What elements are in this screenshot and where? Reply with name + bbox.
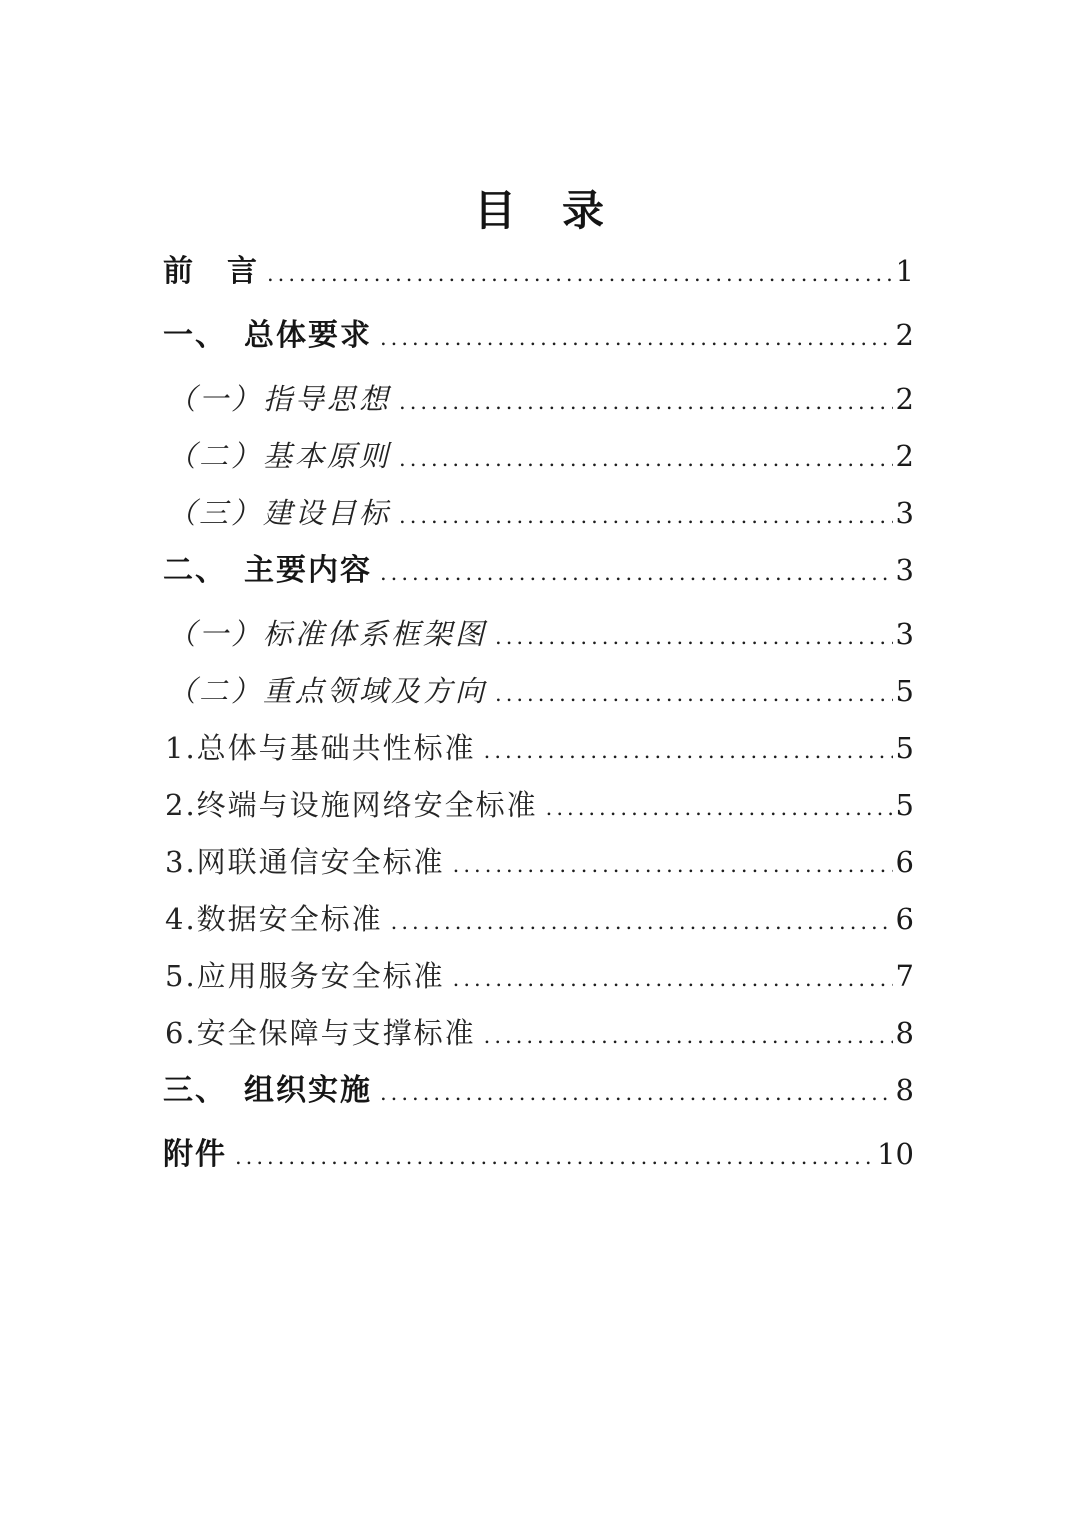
dot-leader (399, 385, 893, 419)
toc-entry-page: 8 (895, 1016, 914, 1050)
toc-entry-label: 5.应用服务安全标准 (165, 959, 445, 993)
toc-entry-page: 3 (895, 553, 914, 587)
toc-entry[interactable] (163, 382, 914, 416)
toc-entry[interactable] (163, 496, 914, 530)
dot-leader (453, 962, 893, 996)
toc-entry-label: 附件 (163, 1138, 227, 1171)
dot-leader (453, 848, 893, 882)
toc-entry-page: 3 (895, 617, 914, 651)
toc-entry-page: 1 (895, 254, 914, 288)
dot-leader (484, 1019, 893, 1053)
toc-entry-label: 2.终端与设施网络安全标准 (165, 788, 538, 822)
toc-entry[interactable] (163, 439, 914, 473)
toc-entry[interactable] (163, 902, 914, 936)
dot-leader (380, 556, 893, 590)
toc-entry-label: （三）建设目标 (167, 496, 392, 530)
dot-leader (267, 257, 893, 291)
toc-entry-page: 5 (895, 788, 914, 822)
toc-entry[interactable] (163, 617, 914, 651)
dot-leader (484, 734, 893, 768)
toc-entry-page: 3 (895, 496, 914, 530)
toc-entry-page: 2 (895, 382, 914, 416)
toc-entry-label: 1.总体与基础共性标准 (165, 731, 476, 765)
toc-entry-page: 8 (895, 1073, 914, 1107)
toc-entry-page: 10 (877, 1137, 914, 1171)
toc-entry-label: 前 言 (163, 255, 259, 288)
toc-entry-label: 二、 主要内容 (163, 554, 372, 587)
dot-leader (235, 1140, 874, 1174)
toc-entry-label: 一、 总体要求 (163, 319, 372, 352)
toc-entry[interactable] (163, 788, 914, 822)
dot-leader (399, 499, 893, 533)
toc-entry-page: 7 (895, 959, 914, 993)
toc-entry[interactable] (163, 674, 914, 708)
toc-entry[interactable] (163, 553, 914, 587)
toc-entry-label: 6.安全保障与支撑标准 (165, 1016, 476, 1050)
toc-entry[interactable] (163, 845, 914, 879)
toc-entry-page: 6 (895, 845, 914, 879)
toc-entry-label: （一）指导思想 (167, 382, 392, 416)
dot-leader (546, 791, 893, 825)
toc-entry-page: 2 (895, 318, 914, 352)
dot-leader (391, 905, 893, 939)
toc-entry[interactable] (163, 731, 914, 765)
toc-entry[interactable] (163, 318, 914, 352)
toc-entry-page: 5 (895, 674, 914, 708)
page-title: 目 录 (473, 186, 606, 235)
toc-entry-page: 6 (895, 902, 914, 936)
dot-leader (399, 442, 893, 476)
toc-entry-label: （一）标准体系框架图 (167, 617, 488, 651)
toc-entry[interactable] (163, 1137, 914, 1171)
toc-entry-page: 2 (895, 439, 914, 473)
toc-entry[interactable] (163, 1016, 914, 1050)
toc-entry-label: （二）基本原则 (167, 439, 392, 473)
toc-entry[interactable] (163, 959, 914, 993)
toc-entry[interactable] (163, 1073, 914, 1107)
toc-entry[interactable] (163, 254, 914, 288)
toc-entry-label: 三、 组织实施 (163, 1074, 372, 1107)
dot-leader (495, 620, 893, 654)
toc-entry-label: 4.数据安全标准 (165, 902, 383, 936)
table-of-contents (0, 254, 1080, 1171)
toc-entry-label: 3.网联通信安全标准 (165, 845, 445, 879)
dot-leader (380, 1076, 893, 1110)
dot-leader (380, 321, 893, 355)
toc-entry-page: 5 (895, 731, 914, 765)
toc-entry-label: （二）重点领域及方向 (167, 674, 488, 708)
dot-leader (495, 677, 893, 711)
